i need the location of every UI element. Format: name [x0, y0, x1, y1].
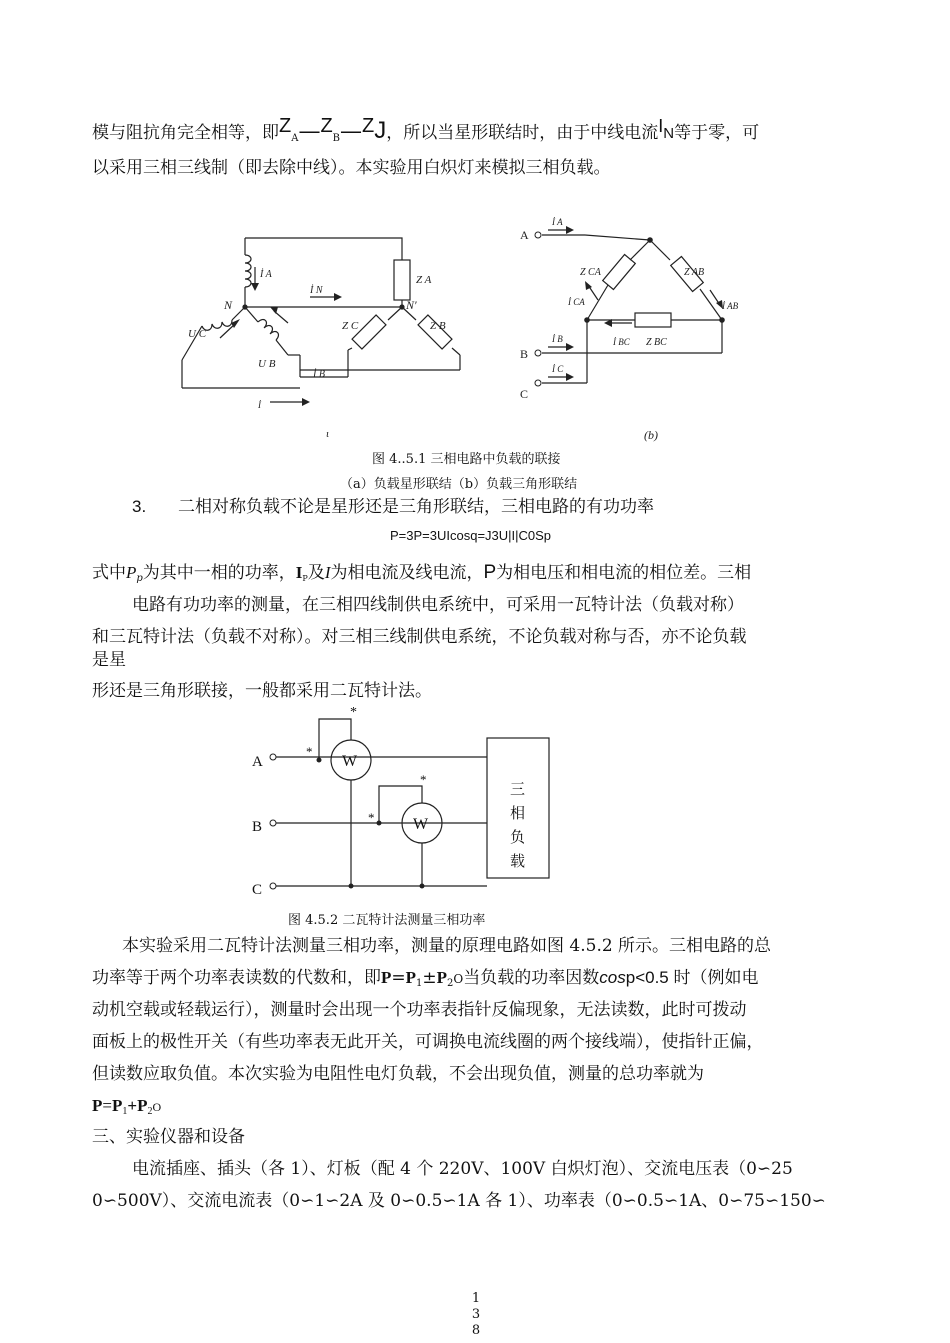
total-power-formula: $P=P_1+P_2O$: [92, 1096, 162, 1117]
wattmeter-2: W: [413, 816, 429, 833]
page-number-1: 1: [471, 1291, 481, 1306]
phase-c-label: C: [252, 882, 263, 898]
right-a-label: A: [520, 228, 529, 242]
item-3: 3. 二相对称负载不论是星形还是三角形联结，三相电路的有功功率: [132, 497, 654, 517]
in-label: İ N: [310, 285, 323, 296]
node-n2-label: N′: [406, 298, 417, 312]
load-char: 相: [510, 806, 526, 822]
right-b-label: B: [520, 347, 529, 361]
load-char: 三: [510, 782, 526, 798]
para2-line2: 功率等于两个功率表读数的代数和，即$P=P_1\pm P_2O$当负载的功率因数cosp<0.5 时（例如电: [92, 968, 759, 989]
node-n-label: N: [224, 298, 233, 312]
phase-a-label: A: [252, 754, 263, 770]
ib-label: İ B: [313, 369, 325, 380]
fig-a-mark: ι: [326, 428, 330, 440]
za-label: Z A: [416, 274, 432, 286]
para2-line4: 面板上的极性开关（有些功率表无此开关，可调换电流线圈的两个接线端），使指针正偏，: [92, 1032, 764, 1052]
para1-line2: 电路有功功率的测量，在三相四线制供电系统中，可采用一瓦特计法（负载对称）: [132, 595, 744, 615]
zb-label: Z B: [430, 320, 446, 332]
para1-line3: 和三瓦特计法（负载不对称）。对三相三线制供电系统，不论负载对称与否，亦不论负载: [92, 627, 747, 647]
zc-label: Z C: [342, 320, 359, 332]
star-mark: *: [306, 744, 313, 759]
uc-label: U C: [188, 328, 207, 340]
zbc-label: Z BC: [646, 337, 667, 348]
star-mark: *: [420, 772, 427, 787]
right-ia-label: İ A: [552, 217, 563, 227]
ica-label: İ CA: [568, 297, 585, 307]
para1-line1: 式中$P_p$为其中一相的功率，$I_P$及I为相电流及线电流，P为相电压和相电流的相位差。三相: [92, 562, 752, 584]
para2-line3: 动机空载或轻载运行），测量时会出现一个功率表指针反偏现象，无法读数，此时可拨动: [92, 1000, 747, 1020]
right-c-label: C: [520, 387, 529, 401]
ia-label: İ A: [260, 269, 272, 280]
right-ib-label: İ B: [552, 334, 563, 344]
ibc-label: İ BC: [613, 337, 630, 347]
load-char: 载: [510, 854, 526, 870]
phase-b-label: B: [252, 819, 263, 835]
section-heading-3: 三、实验仪器和设备: [92, 1127, 245, 1147]
page-number-3: 8: [471, 1323, 481, 1338]
star-mark: *: [368, 810, 375, 825]
dot-label: İ: [258, 400, 261, 410]
text-line-2: 以采用三相三线制（即去除中线）。本实验用白炽灯来模拟三相负载。: [92, 158, 611, 178]
fig-b-label: (b): [644, 428, 658, 442]
para2-line5: 但读数应取负值。本次实验为电阻性电灯负载，不会出现负值，测量的总功率就为: [92, 1064, 704, 1084]
para2-line1: 本实验采用二瓦特计法测量三相功率，测量的原理电路如图 4.5.2 所示。三相电路的总: [122, 936, 772, 956]
right-ic-label: İ C: [552, 364, 564, 374]
wattmeter-1: W: [342, 753, 358, 770]
text-line-1: 模与阻抗角完全相等，即$Z_A—Z_B—ZJ$，所以当星形联结时，由于中线电流IN等于零，可: [92, 115, 760, 144]
figure-1-subcaption: （a）负载星形联结（b）负载三角形联结: [340, 477, 578, 492]
figure-4-5-1: [170, 205, 770, 445]
power-formula: P=3P=3UIcosq=J3U|I|C0Sp: [390, 528, 552, 543]
para3-line1: 电流插座、插头（各 1）、灯板（配 4 个 220V、100V 白炽灯泡）、交流电压表（0∽25: [132, 1159, 793, 1179]
zab-label: Z AB: [684, 267, 705, 278]
iab-label: İ AB: [722, 301, 739, 311]
star-mark: *: [350, 705, 357, 720]
zca-label: Z CA: [580, 267, 601, 278]
figure-1-caption: 图 4..5.1 三相电路中负载的联接: [372, 452, 561, 467]
para1-line4: 是星: [92, 650, 126, 670]
load-char: 负: [510, 830, 526, 846]
page-number-2: 3: [471, 1307, 481, 1322]
para3-line2: 0∽500V）、交流电流表（0∽1∽2A 及 0∽0.5∽1A 各 1）、功率表（0∽0.5∽1A、0∽75∽150∽: [92, 1191, 826, 1211]
figure-2-caption: 图 4.5.2 二瓦特计法测量三相功率: [288, 913, 486, 928]
figure-4-5-2: [240, 700, 570, 900]
ub-label: U B: [258, 358, 276, 370]
para1-line5: 形还是三角形联接，一般都采用二瓦特计法。: [92, 681, 432, 701]
